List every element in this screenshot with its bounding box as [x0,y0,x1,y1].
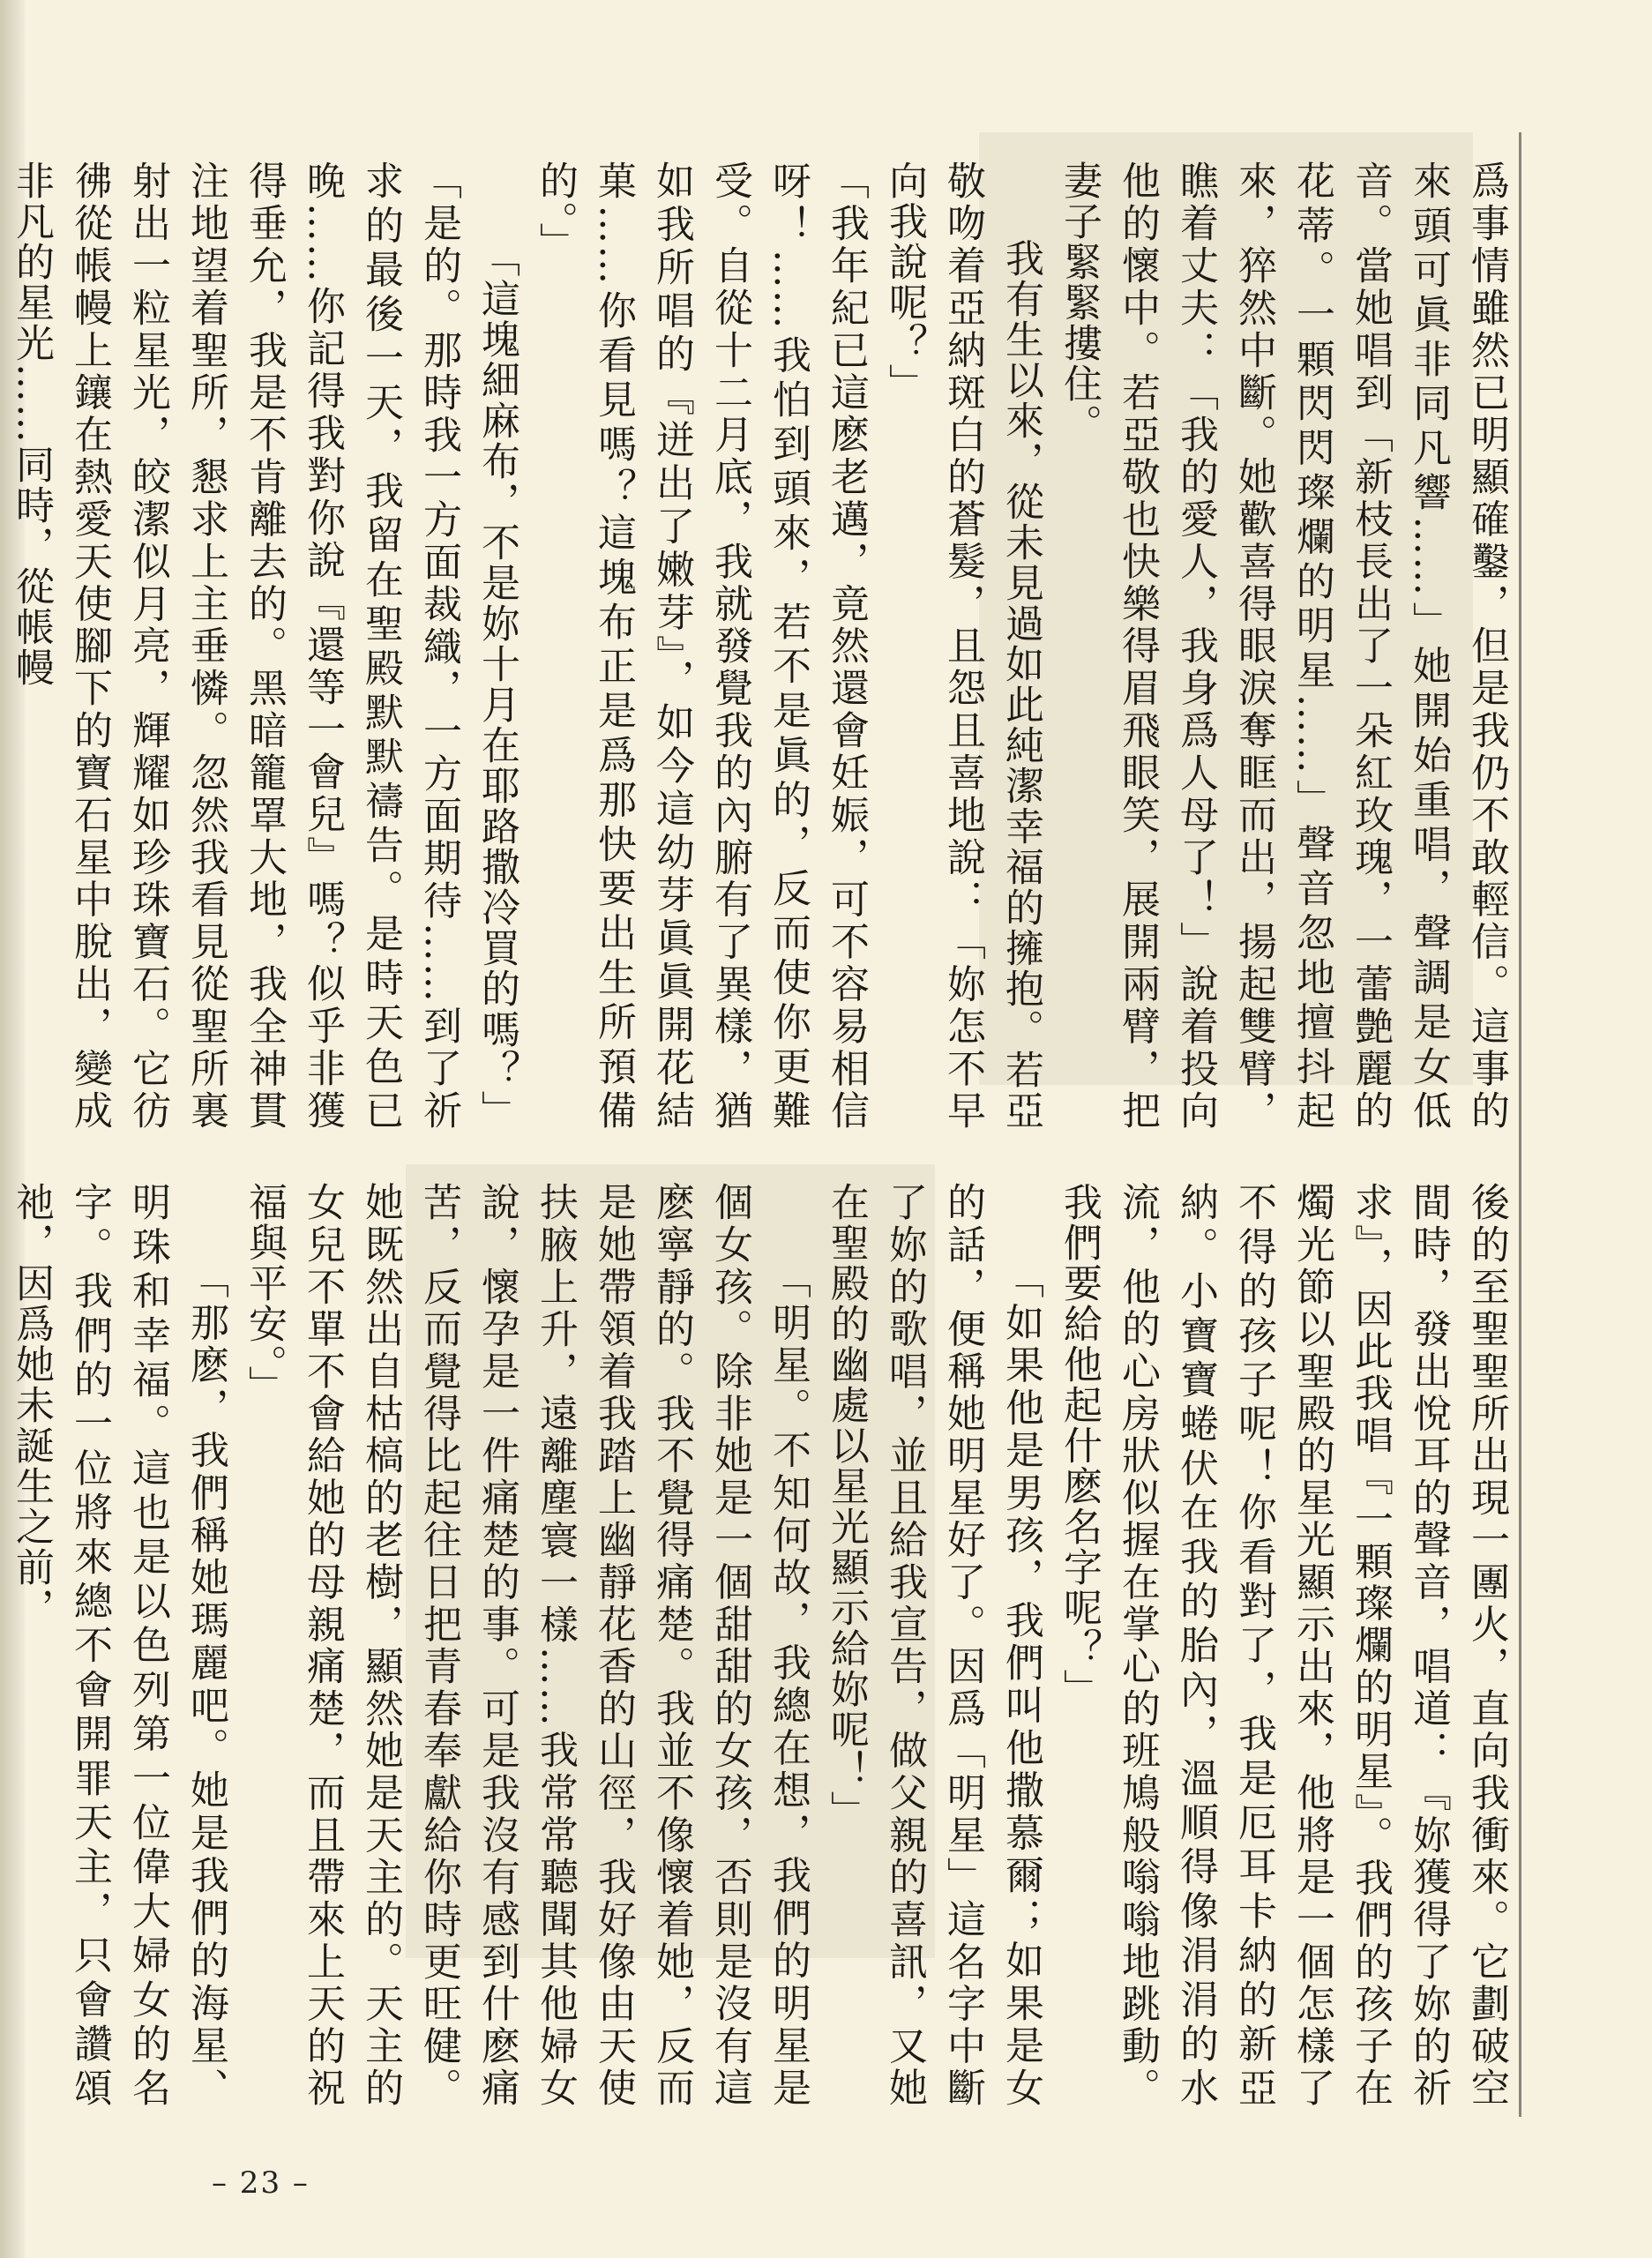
paragraph: 「如果他是男孩，我們叫他撒慕爾；如果是女的話，便稱她明星好了。因爲「明星」這名字中斷了妳的歌唱，並且給我宣告，做父親的喜訊，又她在聖殿的幽處以星光顯示給妳呢！」 [824,1182,1043,2108]
paragraph: 我有生以來，從未見過如此純潔幸福的擁抱。若亞敬吻着亞納斑白的蒼髮，且怨且喜地說：「妳怎不早向我說呢？」 [882,161,1043,1131]
top-text-block [9,161,1515,1131]
paragraph: 後的至聖聖所出現一團火，直向我衝來。它劃破空間時，發出悅耳的聲音，唱道：『妳獲得了妳的祈求』，因此我唱『一顆璨爛的明星』。我們的孩子在燭光節以聖殿的星光顯示出來，他將是一個怎樣了不得的孩子呢！你看對了，我是厄耳卡納的新亞納。小寶寶蜷伏在我的胎內，溫順得像涓涓的水流，他的心房狀似握在掌心的班鳩般嗡嗡地跳動。我們要給他起什麽名字呢？」 [1057,1182,1509,2108]
page-number: – 23 – [212,2165,310,2201]
paragraph: 「明星。不知何故，我總在想，我們的明星是個女孩。除非她是一個甜甜的女孩，否則是沒有這麽寧靜的。我不覺得痛楚。我並不像懷着她，反而是她帶領着我踏上幽靜花香的山徑，我好像由天使扶腋上升，遠離塵寰一樣……我常常聽聞其他婦女說，懷孕是一件痛楚的事。可是我沒有感到什麽痛苦，反而覺得比起往日把青春奉獻給你時更旺健。她既然出自枯槁的老樹，顯然她是天主的。天主的女兒不單不會給她的母親痛楚，而且帶來上天的祝福與平安。」 [242,1182,811,2108]
paragraph: 「是的。那時我一方面裁織，一方面期待……到了祈求的最後一天，我留在聖殿默默禱告。是時天色已晚……你記得我對你說『還等一會兒』嗎？似乎非獲得垂允，我是不肯離去的。黑暗籠罩大地，我全神貫注地望着聖所，懇求上主垂憐。忽然我看見從聖所裏射出一粒星光，皎潔似月亮，輝耀如珍珠寶石。它彷彿從帳幔上鑲在熱愛天使腳下的寶石星中脫出，變成非凡的星光……同時，從帳幔 [9,161,461,1131]
paragraph: 「這塊細麻布，不是妳十月在耶路撒冷買的嗎？」 [475,238,520,1131]
paragraph: 「我年紀已這麽老邁，竟然還會妊娠，可不容易相信呀！……我怕到頭來，若不是眞的，反而使你更難受。自從十二月底，我就發覺我的內腑有了異樣，猶如我所唱的『迸出了嫩芽』，如今這幼芽眞眞開花結菓……你看見嗎？這塊布正是爲那快要出生所預備的。」 [533,161,869,1131]
margin-rule [1519,132,1521,2117]
paragraph: 爲事情雖然已明顯確鑿，但是我仍不敢輕信。這事的來頭可眞非同凡響……」她開始重唱，聲調是女低音。當她唱到「新枝長出了一朵紅玫瑰，一蕾艶麗的花蒂。一顆閃閃璨爛的明星……」聲音忽地擅抖起來，猝然中斷。她歡喜得眼淚奪眶而出，揚起雙臂，瞧着丈夫：「我的愛人，我身爲人母了！」說着投向他的懷中。若亞敬也快樂得眉飛眼笑，展開兩臂，把妻子緊緊摟住。 [1057,161,1509,1131]
bottom-text-block [9,1182,1515,2108]
paragraph: 「那麽，我們稱她瑪麗吧。她是我們的海星、明珠和幸福。這也是以色列第一位偉大婦女的名字。我們的一位將來總不會開罪天主，只會讚頌祂，因爲她未誕生之前， [9,1182,228,2108]
